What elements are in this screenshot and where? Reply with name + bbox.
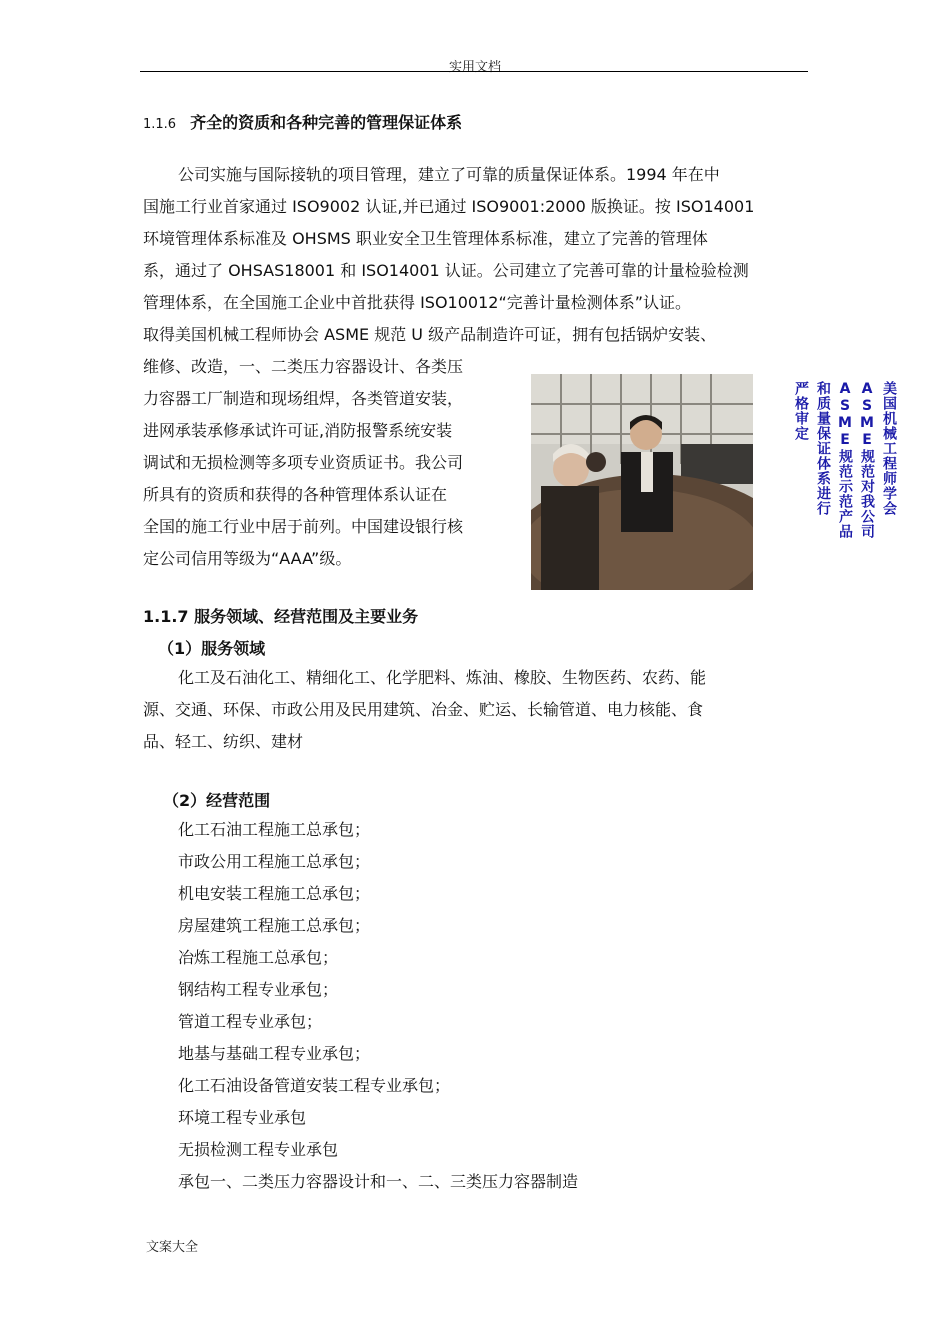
header-rule <box>140 71 808 72</box>
subheading-business-scope: （2）经营范围 <box>163 791 271 810</box>
caption-column: 美国机械工程师学会 <box>881 381 897 516</box>
scope-item: 承包一、二类压力容器设计和一、二、三类压力容器制造 <box>178 1172 579 1191</box>
scope-item: 环境工程专业承包 <box>178 1108 307 1127</box>
service-line: 源、交通、环保、市政公用及民用建筑、冶金、贮运、长输管道、电力核能、食 <box>143 700 704 719</box>
paragraph-line: 系，通过了 OHSAS18001 和 ISO14001 认证。公司建立了完善可靠的计量检验检测 <box>143 261 749 280</box>
scope-item: 管道工程专业承包； <box>178 1012 323 1031</box>
paragraph-line-narrow: 维修、改造，一、二类压力容器设计、各类压 <box>143 357 464 376</box>
service-line: 化工及石油化工、精细化工、化学肥料、炼油、橡胶、生物医药、农药、能 <box>178 668 707 687</box>
subheading-service-fields: （1）服务领域 <box>158 639 266 658</box>
photo-caption <box>790 381 908 561</box>
paragraph-line-narrow: 定公司信用等级为“AAA”级。 <box>143 549 352 568</box>
inspection-photo <box>531 374 753 590</box>
scope-item: 无损检测工程专业承包 <box>178 1140 339 1159</box>
paragraph-line-narrow: 进网承装承修承试许可证,消防报警系统安装 <box>143 421 453 440</box>
page-footer: 文案大全 <box>146 1240 199 1255</box>
scope-item: 钢结构工程专业承包； <box>178 980 339 999</box>
section-title: 齐全的资质和各种完善的管理保证体系 <box>190 113 463 132</box>
caption-column: 和质量保证体系进行 <box>815 381 831 516</box>
page-header: 实用文档 <box>448 60 501 75</box>
scope-item: 地基与基础工程专业承包； <box>178 1044 371 1063</box>
paragraph-line-narrow: 力容器工厂制造和现场组焊，各类管道安装， <box>143 389 464 408</box>
paragraph-line: 环境管理体系标准及 OHSMS 职业安全卫生管理体系标准，建立了完善的管理体 <box>143 229 708 248</box>
scope-item: 化工石油工程施工总承包； <box>178 820 371 839</box>
paragraph-line-narrow: 所具有的资质和获得的各种管理体系认证在 <box>143 485 448 504</box>
paragraph-line: 取得美国机械工程师协会 ASME 规范 U 级产品制造许可证，拥有包括锅炉安装、 <box>143 325 717 344</box>
paragraph-line-narrow: 全国的施工行业中居于前列。中国建设银行核 <box>143 517 464 536</box>
section-heading-1-1-6 <box>143 110 462 133</box>
caption-column: ASME规范示范产品 <box>837 381 853 539</box>
scope-item: 房屋建筑工程施工总承包； <box>178 916 371 935</box>
scope-item: 化工石油设备管道安装工程专业承包； <box>178 1076 451 1095</box>
paragraph-line: 国施工行业首家通过 ISO9002 认证,并已通过 ISO9001:2000 版换证。按 ISO14001 <box>143 197 755 216</box>
paragraph-line: 公司实施与国际接轨的项目管理，建立了可靠的质量保证体系。1994 年在中 <box>178 165 720 184</box>
caption-column: ASME规范对我公司 <box>859 381 875 539</box>
section-heading-1-1-7: 1.1.7 服务领域、经营范围及主要业务 <box>143 607 419 626</box>
service-line: 品、轻工、纺织、建材 <box>143 732 304 751</box>
paragraph-line: 管理体系，在全国施工企业中首批获得 ISO10012“完善计量检测体系”认证。 <box>143 293 692 312</box>
scope-item: 冶炼工程施工总承包； <box>178 948 339 967</box>
scope-item: 市政公用工程施工总承包； <box>178 852 371 871</box>
paragraph-line-narrow: 调试和无损检测等多项专业资质证书。我公司 <box>143 453 464 472</box>
section-number: 1.1.6 <box>143 117 177 132</box>
caption-column: 严格审定 <box>793 381 809 441</box>
scope-item: 机电安装工程施工总承包； <box>178 884 371 903</box>
